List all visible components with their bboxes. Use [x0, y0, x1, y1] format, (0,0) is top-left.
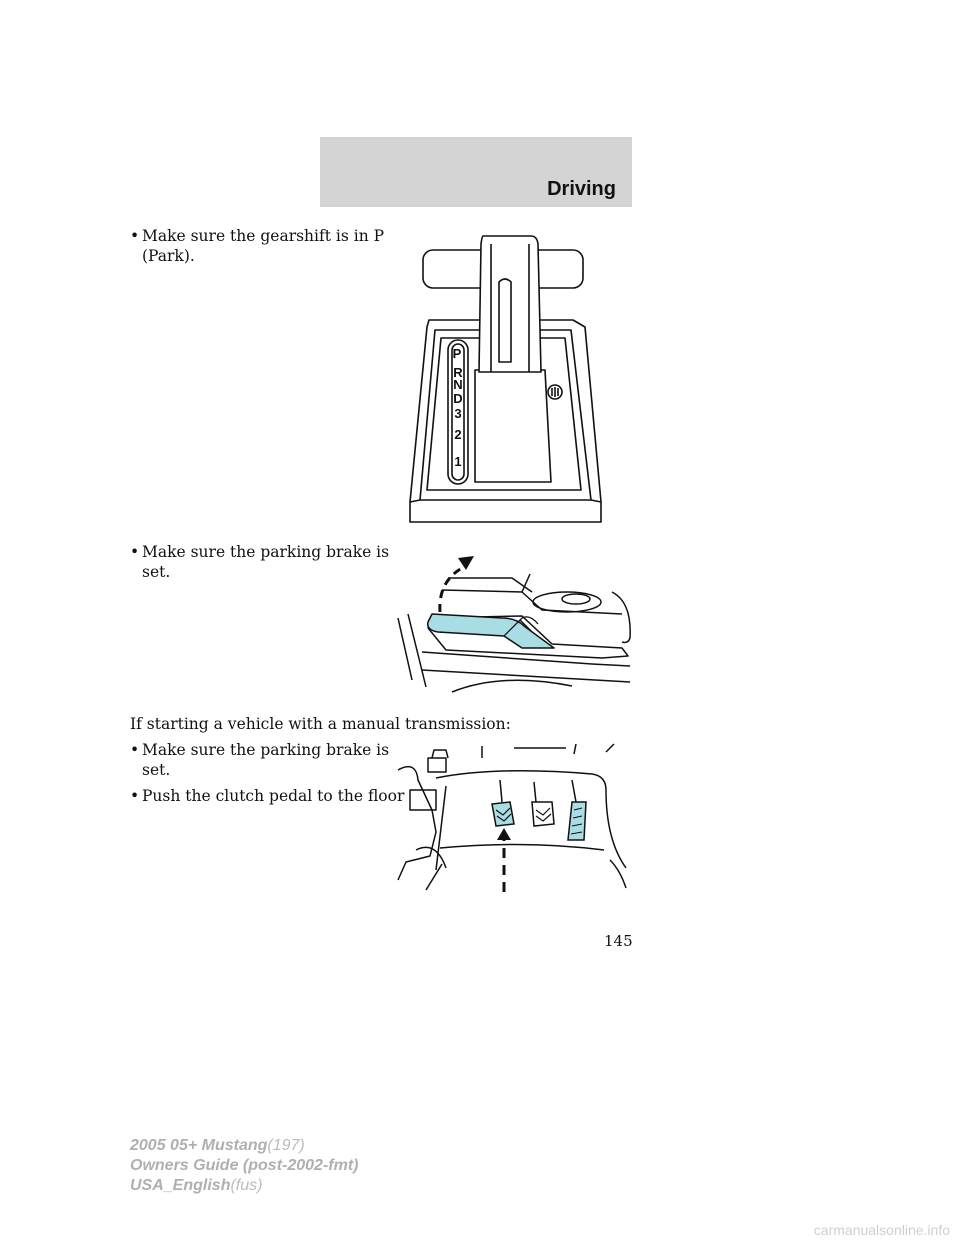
gearshift-illustration: [405, 232, 620, 532]
footer-guide-format: Owners Guide (post-2002-fmt): [130, 1157, 359, 1174]
gear-label-n: N: [453, 377, 463, 392]
footer-model-code: (197): [267, 1137, 305, 1154]
bullet-text: Make sure the parking brake is: [142, 741, 390, 759]
manual-transmission-intro: If starting a vehicle with a manual transmission:: [130, 715, 511, 733]
bullet-text: Make sure the gearshift is in P: [142, 227, 385, 245]
gear-label-d: D: [453, 391, 463, 406]
footer-language-code: (fus): [230, 1177, 263, 1194]
bullet-dot: •: [130, 227, 140, 245]
footer-model: 2005 05+ Mustang: [130, 1137, 268, 1154]
gear-label-3: 3: [454, 406, 462, 421]
bullet-dot: •: [130, 741, 140, 759]
bullet-text: Push the clutch pedal to the floor: [142, 787, 405, 805]
bullet-text-cont: set.: [142, 761, 171, 779]
parking-brake-illustration: [392, 552, 632, 692]
bullet-dot: •: [130, 787, 140, 805]
watermark-link[interactable]: carmanualsonline.info: [813, 1222, 950, 1238]
section-title: Driving: [547, 178, 616, 200]
gear-label-2: 2: [454, 427, 462, 442]
pedals-illustration: [396, 740, 632, 895]
bullet-text-cont: set.: [142, 563, 171, 581]
gear-label-1: 1: [454, 454, 462, 469]
bullet-dot: •: [130, 543, 140, 561]
bullet-text-cont: (Park).: [142, 247, 195, 265]
gear-label-p: P: [452, 346, 462, 361]
bullet-text: Make sure the parking brake is: [142, 543, 390, 561]
page-number: 145: [604, 932, 633, 950]
document-footer: [130, 1136, 358, 1196]
gear-label-r: R: [453, 365, 463, 380]
section-header-band: [320, 137, 632, 207]
footer-language: USA_English: [130, 1177, 231, 1194]
